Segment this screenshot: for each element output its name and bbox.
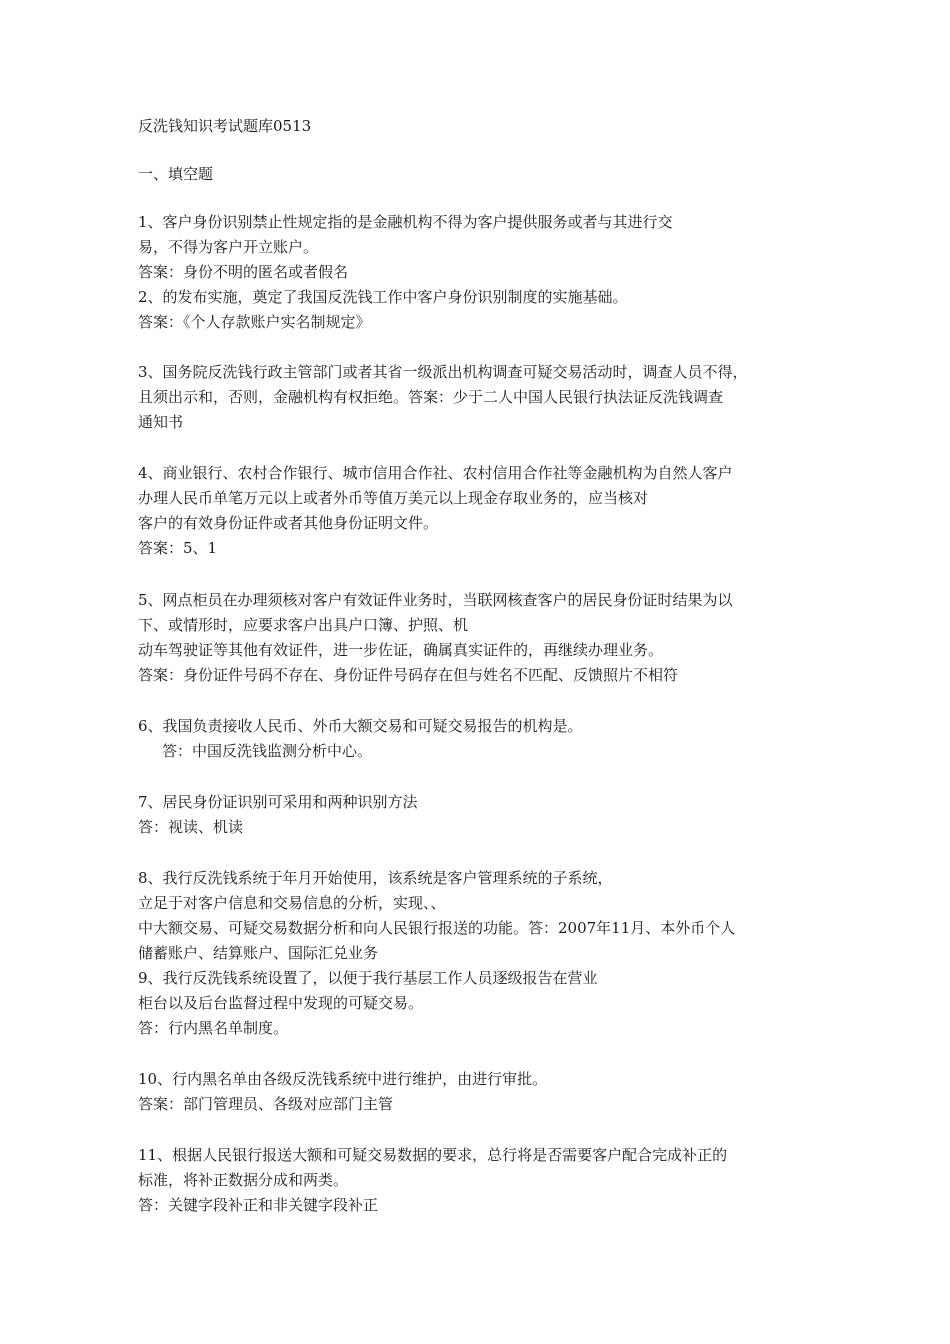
- text-line: 1、客户身份识别禁止性规定指的是金融机构不得为客户提供服务或者与其进行交: [138, 213, 673, 231]
- text-line: 中大额交易、可疑交易数据分析和向人民银行报送的功能。答：2007年11月、本外币个人: [138, 919, 736, 937]
- text-line: 答案：身份证件号码不存在、身份证件号码存在但与姓名不匹配、反馈照片不相符: [138, 666, 679, 684]
- text-line: 通知书: [138, 413, 184, 431]
- text-line: 答：中国反洗钱监测分析中心。: [162, 742, 373, 760]
- text-line: 答案：身份不明的匿名或者假名: [138, 263, 349, 281]
- text-line: 答案：《个人存款账户实名制规定》: [138, 313, 371, 331]
- document-title: 反洗钱知识考试题库0513: [138, 117, 312, 135]
- text-line: 答：视读、机读: [138, 818, 244, 836]
- section-heading: 一、填空题: [138, 165, 214, 183]
- text-line: 10、行内黑名单由各级反洗钱系统中进行维护，由进行审批。: [138, 1070, 548, 1088]
- text-line: 9、我行反洗钱系统设置了，以便于我行基层工作人员逐级报告在营业: [138, 969, 598, 987]
- text-line: 2、的发布实施，奠定了我国反洗钱工作中客户身份识别制度的实施基础。: [138, 288, 628, 306]
- text-line: 6、我国负责接收人民币、外币大额交易和可疑交易报告的机构是。: [138, 717, 583, 735]
- text-line: 且须出示和，否则，金融机构有权拒绝。答案：少于二人中国人民银行执法证反洗钱调查: [138, 388, 724, 406]
- text-line: 答案：5、1: [138, 539, 218, 557]
- text-line: 5、网点柜员在办理须核对客户有效证件业务时，当联网核查客户的居民身份证时结果为以: [138, 591, 733, 609]
- text-line: 柜台以及后台监督过程中发现的可疑交易。: [138, 994, 424, 1012]
- text-line: 答案：部门管理员、各级对应部门主管: [138, 1095, 394, 1113]
- text-line: 3、国务院反洗钱行政主管部门或者其省一级派出机构调查可疑交易活动时，调查人员不得，: [138, 363, 748, 381]
- text-line: 动车驾驶证等其他有效证件，进一步佐证，确属真实证件的，再继续办理业务。: [138, 641, 664, 659]
- text-line: 易，不得为客户开立账户。: [138, 238, 319, 256]
- text-line: 7、居民身份证识别可采用和两种识别方法: [138, 793, 418, 811]
- text-line: 下、或情形时，应要求客户出具户口簿、护照、机: [138, 616, 469, 634]
- text-line: 办理人民币单笔万元以上或者外币等值万美元以上现金存取业务的，应当核对: [138, 489, 649, 507]
- text-line: 答：行内黑名单制度。: [138, 1019, 289, 1037]
- text-line: 4、商业银行、农村合作银行、城市信用合作社、农村信用合作社等金融机构为自然人客户: [138, 464, 733, 482]
- text-line: 标准，将补正数据分成和两类。: [138, 1171, 349, 1189]
- text-line: 立足于对客户信息和交易信息的分析，实现、、: [138, 894, 446, 912]
- text-line: 储蓄账户、结算账户、国际汇兑业务: [138, 944, 379, 962]
- text-line: 11、根据人民银行报送大额和可疑交易数据的要求，总行将是否需要客户配合完成补正的: [138, 1146, 728, 1164]
- text-line: 8、我行反洗钱系统于年月开始使用，该系统是客户管理系统的子系统，: [138, 869, 613, 887]
- text-line: 答：关键字段补正和非关键字段补正: [138, 1196, 379, 1214]
- text-line: 客户的有效身份证件或者其他身份证明文件。: [138, 514, 439, 532]
